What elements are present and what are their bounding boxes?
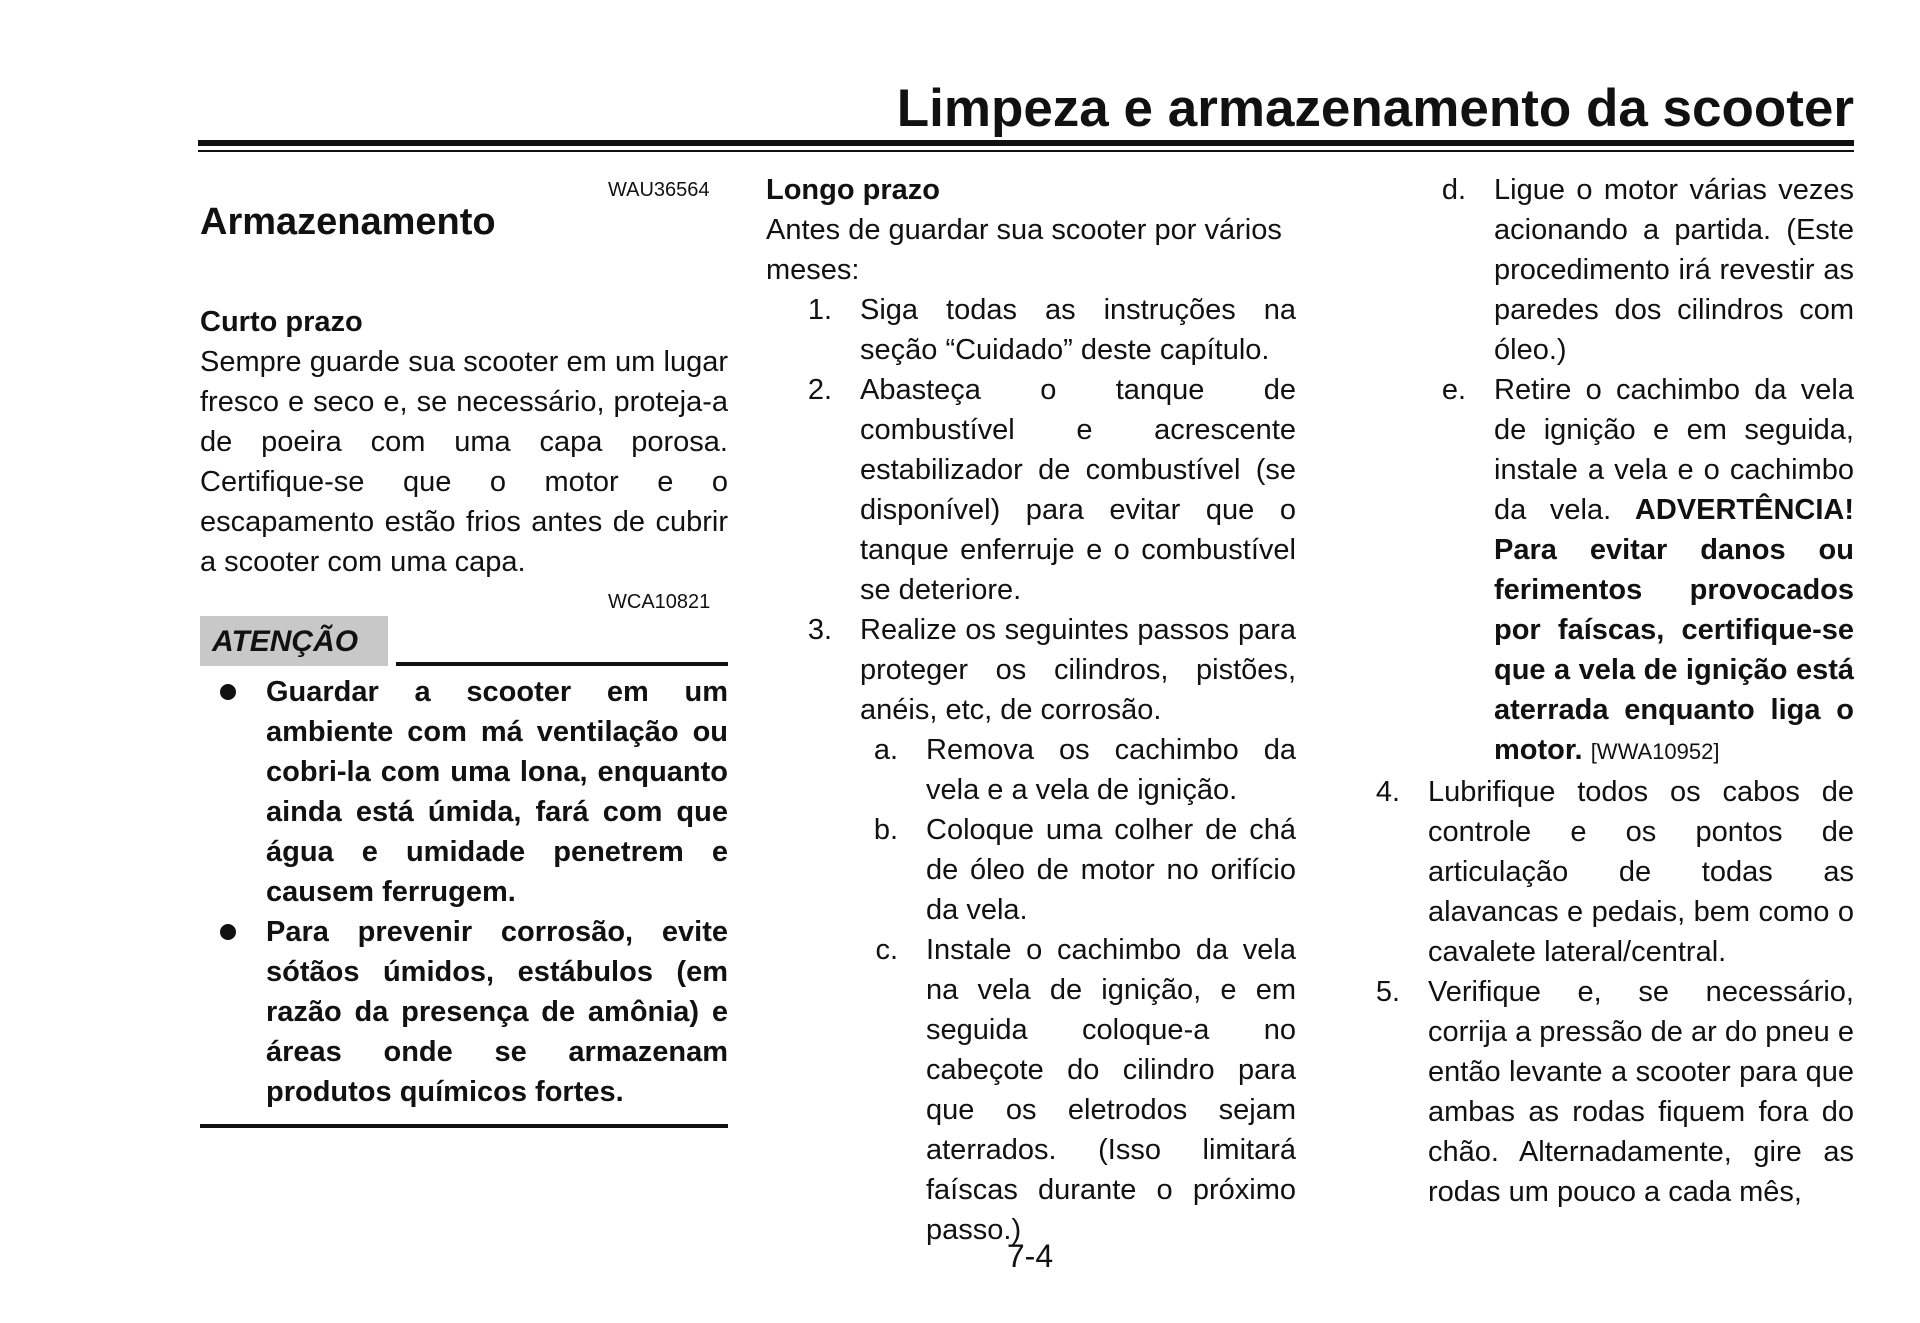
list-item-text: Siga todas as instruções na seção “Cuidado” deste capítulo. <box>860 294 1296 366</box>
caution-end-divider <box>200 1124 728 1128</box>
reference-code: WAU36564 <box>608 179 710 201</box>
steps-list-continued <box>1366 772 1854 1212</box>
list-item <box>1366 772 1854 972</box>
section-title: Armazenamento <box>200 201 496 243</box>
substeps-list <box>766 730 1296 1250</box>
list-item-number: 3. <box>807 614 832 646</box>
list-item-text: Remova os cachimbo da vela e a vela de ignição. <box>926 734 1296 806</box>
list-item-text: Realize os seguintes passos para proteger os cilindros, pistões, anéis, etc, de corrosão. <box>860 614 1296 726</box>
bullet-dot-icon <box>220 684 236 700</box>
paragraph-longo-intro: Antes de guardar sua scooter por vários meses: <box>766 214 1282 286</box>
column-longo-prazo <box>766 170 1296 1250</box>
list-item-letter: e. <box>1441 374 1466 406</box>
list-item-number: 2. <box>807 374 832 406</box>
header-rule-thick <box>198 140 1854 146</box>
list-item <box>766 810 1296 930</box>
caution-bullet <box>200 672 728 912</box>
list-item-letter: a. <box>873 734 898 766</box>
substeps-list-continued <box>1366 170 1854 772</box>
list-item-number: 1. <box>807 294 832 326</box>
list-item-text: Lubrifique todos os cabos de controle e os pontos de articulação de todas as alavancas e pedais, bem como o cavalete lateral/central. <box>1428 776 1854 968</box>
list-item <box>766 930 1296 1250</box>
list-item-text: Abasteça o tanque de combustível e acrescente estabilizador de combustível (se disponível) para evitar que o tanque enferruje e o combustível se deteriore. <box>860 374 1296 606</box>
caution-list <box>200 672 728 1112</box>
paragraph-curto-prazo: Sempre guarde sua scooter em um lugar fresco e seco e, se necessário, proteja-a de poeira com uma capa porosa. Certifique-se que o motor e o escapamento estão frios antes de cubrir a scooter com uma capa. <box>200 346 728 578</box>
list-item-number: 4. <box>1375 776 1400 808</box>
page-number: 7-4 <box>1006 1238 1054 1274</box>
caution-bullet-text: Para prevenir corrosão, evite sótãos úmidos, estábulos (em razão da presença de amônia) e áreas onde se armazenam produtos químicos fortes. <box>266 916 728 1108</box>
caution-bullet <box>200 912 728 1112</box>
list-item <box>1366 972 1854 1212</box>
column-right <box>1366 170 1854 1212</box>
subsection-heading-longo: Longo prazo <box>766 174 940 206</box>
list-item-letter: b. <box>873 814 898 846</box>
subsection-heading-curto: Curto prazo <box>200 306 363 338</box>
caution-divider <box>396 662 728 666</box>
list-item-text: Coloque uma colher de chá de óleo de motor no orifício da vela. <box>926 814 1296 926</box>
list-item <box>766 290 1296 370</box>
list-item <box>766 730 1296 810</box>
list-item-text: Retire o cachimbo da vela de ignição e em seguida, instale a vela e o cachimbo da vela. <box>1494 374 1854 526</box>
caution-label: ATENÇÃO <box>212 625 359 658</box>
list-item <box>766 610 1296 730</box>
list-item <box>1366 370 1854 772</box>
list-item-text: Verifique e, se necessário, corrija a pressão de ar do pneu e então levante a scooter para que ambas as rodas fiquem fora do chão. Alternadamente, gire as rodas um pouco a cada mês, <box>1428 976 1854 1208</box>
list-item-letter: d. <box>1441 174 1466 206</box>
caution-bullet-text: Guardar a scooter em um ambiente com má ventilação ou cobri-la com uma lona, enquanto ainda está úmida, fará com que água e umidade penetrem e causem ferrugem. <box>266 676 728 908</box>
reference-code: [WWA10952] <box>1590 739 1720 764</box>
bullet-dot-icon <box>220 924 236 940</box>
list-item <box>766 370 1296 610</box>
list-item-letter: c. <box>875 934 898 966</box>
list-item <box>1366 170 1854 370</box>
page-title: Limpeza e armazenamento da scooter <box>896 79 1854 138</box>
header-rule-thin <box>198 150 1854 152</box>
reference-code: WCA10821 <box>608 591 711 613</box>
list-item-text: Instale o cachimbo da vela na vela de ignição, e em seguida coloque-a no cabeçote do cilindro para que os eletrodos sejam aterrados. (Isso limitará faíscas durante o próximo passo.) <box>926 934 1296 1246</box>
list-item-number: 5. <box>1375 976 1400 1008</box>
warning-text: ADVERTÊNCIA! Para evitar danos ou ferimentos provocados por faíscas, certifique-se que a vela de ignição está aterrada enquanto liga o motor. <box>1494 494 1855 766</box>
steps-list <box>766 290 1296 730</box>
list-item-text: Ligue o motor várias vezes acionando a partida. (Este procedimento irá revestir as paredes dos cilindros com óleo.) <box>1494 174 1854 366</box>
